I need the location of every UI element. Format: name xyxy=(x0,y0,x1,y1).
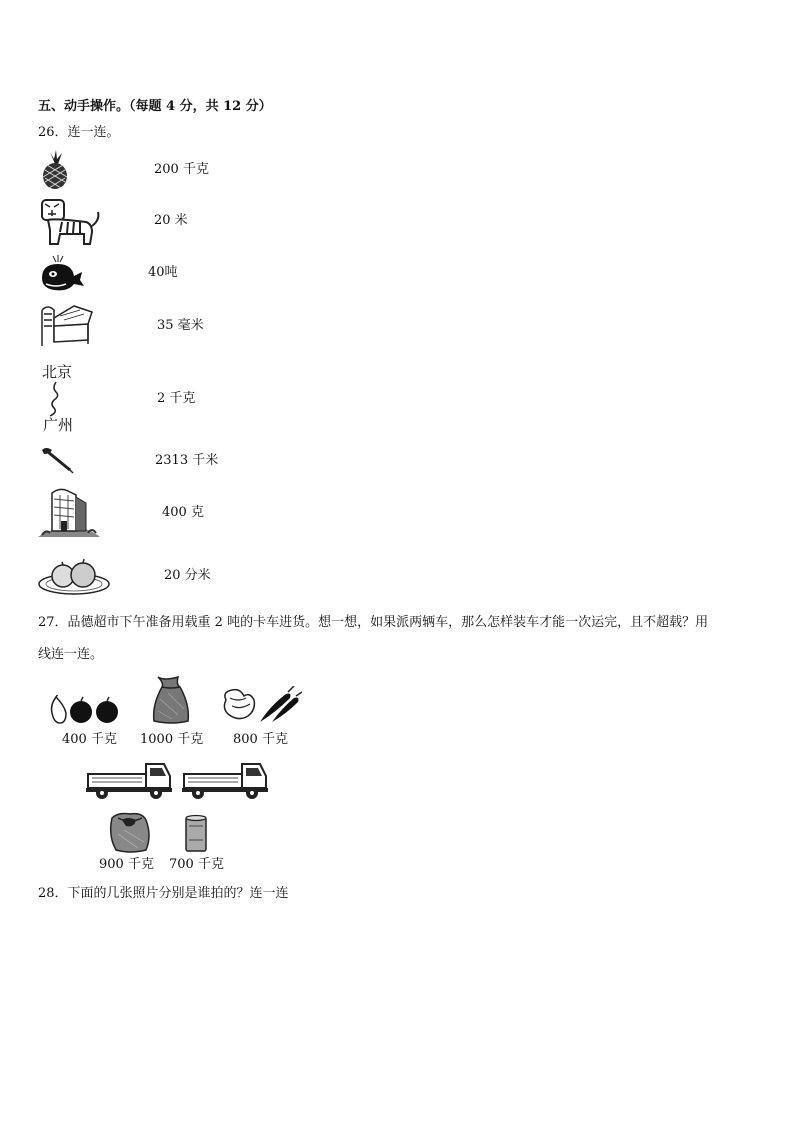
can-icon xyxy=(183,814,209,854)
building-icon xyxy=(38,485,100,539)
q26-label-8: 20 分米 xyxy=(164,568,211,583)
truck-icon-1 xyxy=(84,756,174,800)
section-heading: 五、动手操作。（每题 4 分，共 12 分） xyxy=(38,99,272,114)
goods-label-bag: 900 千克 xyxy=(99,857,154,872)
tiger-icon xyxy=(40,198,102,248)
goods-label-fruit: 400 千克 xyxy=(62,732,117,747)
q26-label-2: 20 米 xyxy=(154,213,188,228)
map-route-icon xyxy=(40,380,70,418)
q26-label-3: 40吨 xyxy=(148,265,178,280)
q26-label-1: 200 千克 xyxy=(154,162,209,177)
question-27-title-line1: 27．品德超市下午准备用载重 2 吨的卡车进货。想一想，如果派两辆车，那么怎样装车才能一次运完，且不超载？用 xyxy=(38,615,709,630)
map-guangzhou-label: 广州 xyxy=(43,416,74,434)
q26-label-6: 2313 千米 xyxy=(155,453,219,468)
q26-label-4: 35 毫米 xyxy=(157,318,204,333)
goods-label-can: 700 千克 xyxy=(169,857,224,872)
map-beijing-label: 北京 xyxy=(42,363,73,381)
goods-label-vegetables: 800 千克 xyxy=(233,732,288,747)
fruit-plate-icon xyxy=(37,556,111,596)
whale-icon xyxy=(38,254,86,294)
sack-icon xyxy=(148,675,194,725)
question-26-title: 26．连一连。 xyxy=(38,125,120,140)
question-28-title: 28．下面的几张照片分别是谁拍的？连一连 xyxy=(38,886,289,901)
goods-label-sack: 1000 千克 xyxy=(140,732,204,747)
pineapple-icon xyxy=(38,150,72,190)
truck-icon-2 xyxy=(180,756,270,800)
bag-icon xyxy=(108,810,152,854)
question-27-title-line2: 线连一连。 xyxy=(38,647,104,662)
bed-icon xyxy=(38,300,94,348)
fruit-icon xyxy=(46,695,122,725)
q26-label-5: 2 千克 xyxy=(157,391,196,406)
vegetables-icon xyxy=(220,686,302,724)
q26-label-7: 400 克 xyxy=(162,505,204,520)
nail-icon xyxy=(40,446,74,474)
